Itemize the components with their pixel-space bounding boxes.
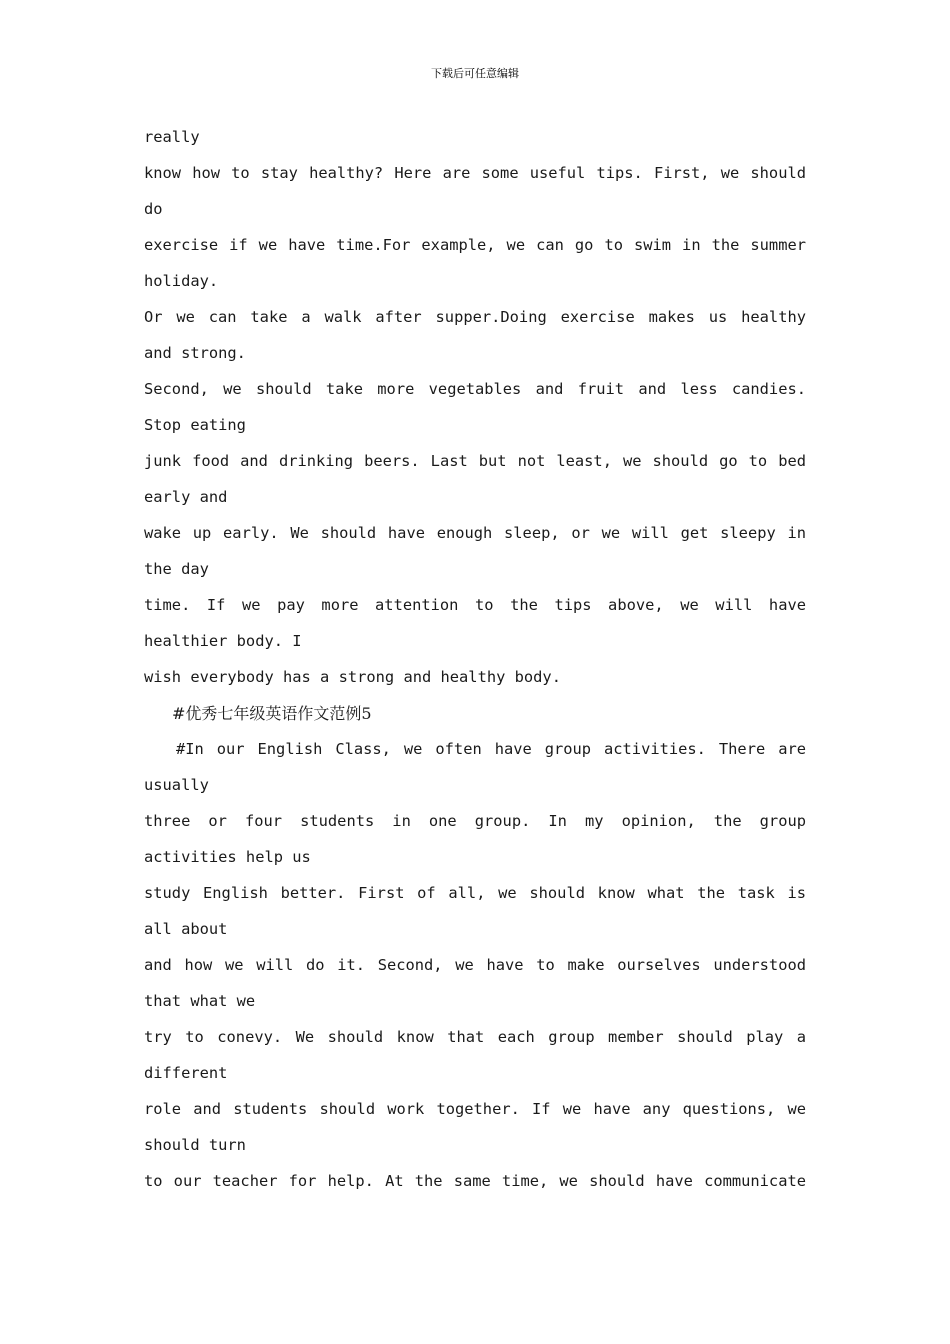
text-line: should turn (144, 1136, 246, 1154)
text-line: time. If we pay more attention to the tips above, we will have (144, 596, 806, 614)
text-line: that what we (144, 992, 256, 1010)
text-line: wish everybody has a strong and healthy body. (144, 668, 561, 686)
text-line: healthier body. I (144, 632, 302, 650)
text-line: to our teacher for help. At the same time, we should have communicate (144, 1172, 806, 1190)
text-line: activities help us (144, 848, 311, 866)
text-line: role and students should work together. If we have any questions, we (144, 1100, 806, 1118)
text-line: know how to stay healthy? Here are some useful tips. First, we should (144, 164, 806, 182)
text-line: all about (144, 920, 228, 938)
text-line: three or four students in one group. In my opinion, the group (144, 812, 806, 830)
text-line: wake up early. We should have enough sleep, or we will get sleepy in (144, 524, 806, 542)
text-line: Or we can take a walk after supper.Doing exercise makes us healthy (144, 308, 806, 326)
document-body (144, 124, 806, 1204)
text-line: Stop eating (144, 416, 246, 434)
text-line: study English better. First of all, we should know what the task is (144, 884, 806, 902)
page-header-note: 下载后可任意编辑 (431, 67, 519, 80)
text-line: early and (144, 488, 228, 506)
section-heading: #优秀七年级英语作文范例5 (172, 704, 372, 723)
text-line: the day (144, 560, 209, 578)
text-line: really (144, 128, 200, 146)
text-line: exercise if we have time.For example, we can go to swim in the summer (144, 236, 806, 254)
text-line: junk food and drinking beers. Last but not least, we should go to bed (144, 452, 806, 470)
text-line: do (144, 200, 163, 218)
text-line: different (144, 1064, 228, 1082)
text-line: try to conevy. We should know that each group member should play a (144, 1028, 806, 1046)
text-line: Second, we should take more vegetables and fruit and less candies. (144, 380, 806, 398)
text-line: #In our English Class, we often have group activities. There are (176, 740, 806, 758)
text-line: and how we will do it. Second, we have to make ourselves understood (144, 956, 806, 974)
text-line: holiday. (144, 272, 219, 290)
text-line: usually (144, 776, 209, 794)
text-line: and strong. (144, 344, 246, 362)
